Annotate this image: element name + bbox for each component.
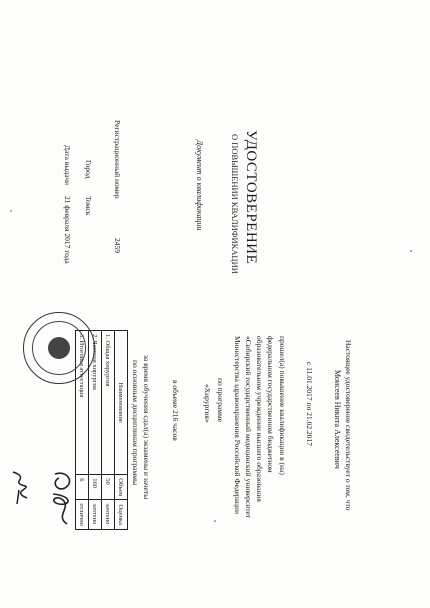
row-3-name: 3. Итоговая аттестация [76, 331, 89, 475]
organization-line-3: «Сибирский государственный медицинский университет [244, 336, 253, 519]
program-label: по программе [216, 378, 225, 423]
intro-text: Настоящее удостоверение свидетельствует о том, что [344, 340, 353, 511]
issue-date-value: 21 февраля 2017 года [63, 196, 72, 264]
table-header-row [115, 331, 128, 530]
row-1-name: 1. Общая хирургия [102, 331, 115, 475]
row-2-grade: зачтено [89, 500, 102, 530]
city-value: Томск [84, 196, 93, 216]
study-period: с 11.01.2017 по 21.02.2017 [305, 362, 314, 446]
director-signature [5, 468, 35, 508]
issue-date-label: Дата выдачи [63, 145, 72, 186]
row-3-volume: 6 [76, 475, 89, 500]
organization-line-4: Министерства здравоохранения Российской Федерации [233, 336, 242, 514]
organization-line-2: образовательном учреждении высшего образования [255, 336, 264, 502]
table-caption-1: за время обучения сдал(а) экзамены и зачеты [142, 355, 151, 500]
passed-line: прошел(а) повышение квалификации в (на) [278, 336, 287, 475]
reg-number-value: 2459 [113, 238, 122, 253]
header-volume: Объем [115, 475, 128, 500]
scan-speck [411, 250, 413, 252]
row-2-volume: 160 [89, 475, 102, 500]
certificate-subtitle: О ПОВЫШЕНИИ КВАЛИФИКАЦИИ [230, 134, 240, 274]
document-kind: Документ о квалификации [195, 140, 204, 231]
certificate-title: УДОСТОВЕРЕНИЕ [243, 130, 259, 265]
scan-speck [10, 210, 12, 212]
row-1-volume: 50 [102, 475, 115, 500]
seal-emblem-icon [48, 337, 70, 359]
handwritten-signature [35, 468, 85, 528]
row-2-name: 2. Частная хирургия [89, 331, 102, 475]
header-grade: Оценка [115, 500, 128, 530]
row-3-grade: отлично [76, 500, 89, 530]
program-name: «Хирургия» [203, 384, 212, 423]
official-seal [23, 312, 95, 384]
table-row [102, 331, 115, 530]
scan-speck [215, 520, 217, 522]
table-caption-2: по основным дисциплинам программы [131, 360, 140, 486]
reg-number-label: Регистрационный номер [113, 120, 122, 199]
header-name: Наименование [115, 331, 128, 475]
full-name: Моисеев Никита Алексеевич [333, 370, 342, 469]
city-label: Город [84, 160, 93, 179]
organization-line-1: федеральном государственном бюджетном [266, 336, 275, 473]
volume-text: в объеме 216 часов [171, 380, 180, 441]
row-1-grade: зачтено [102, 500, 115, 530]
